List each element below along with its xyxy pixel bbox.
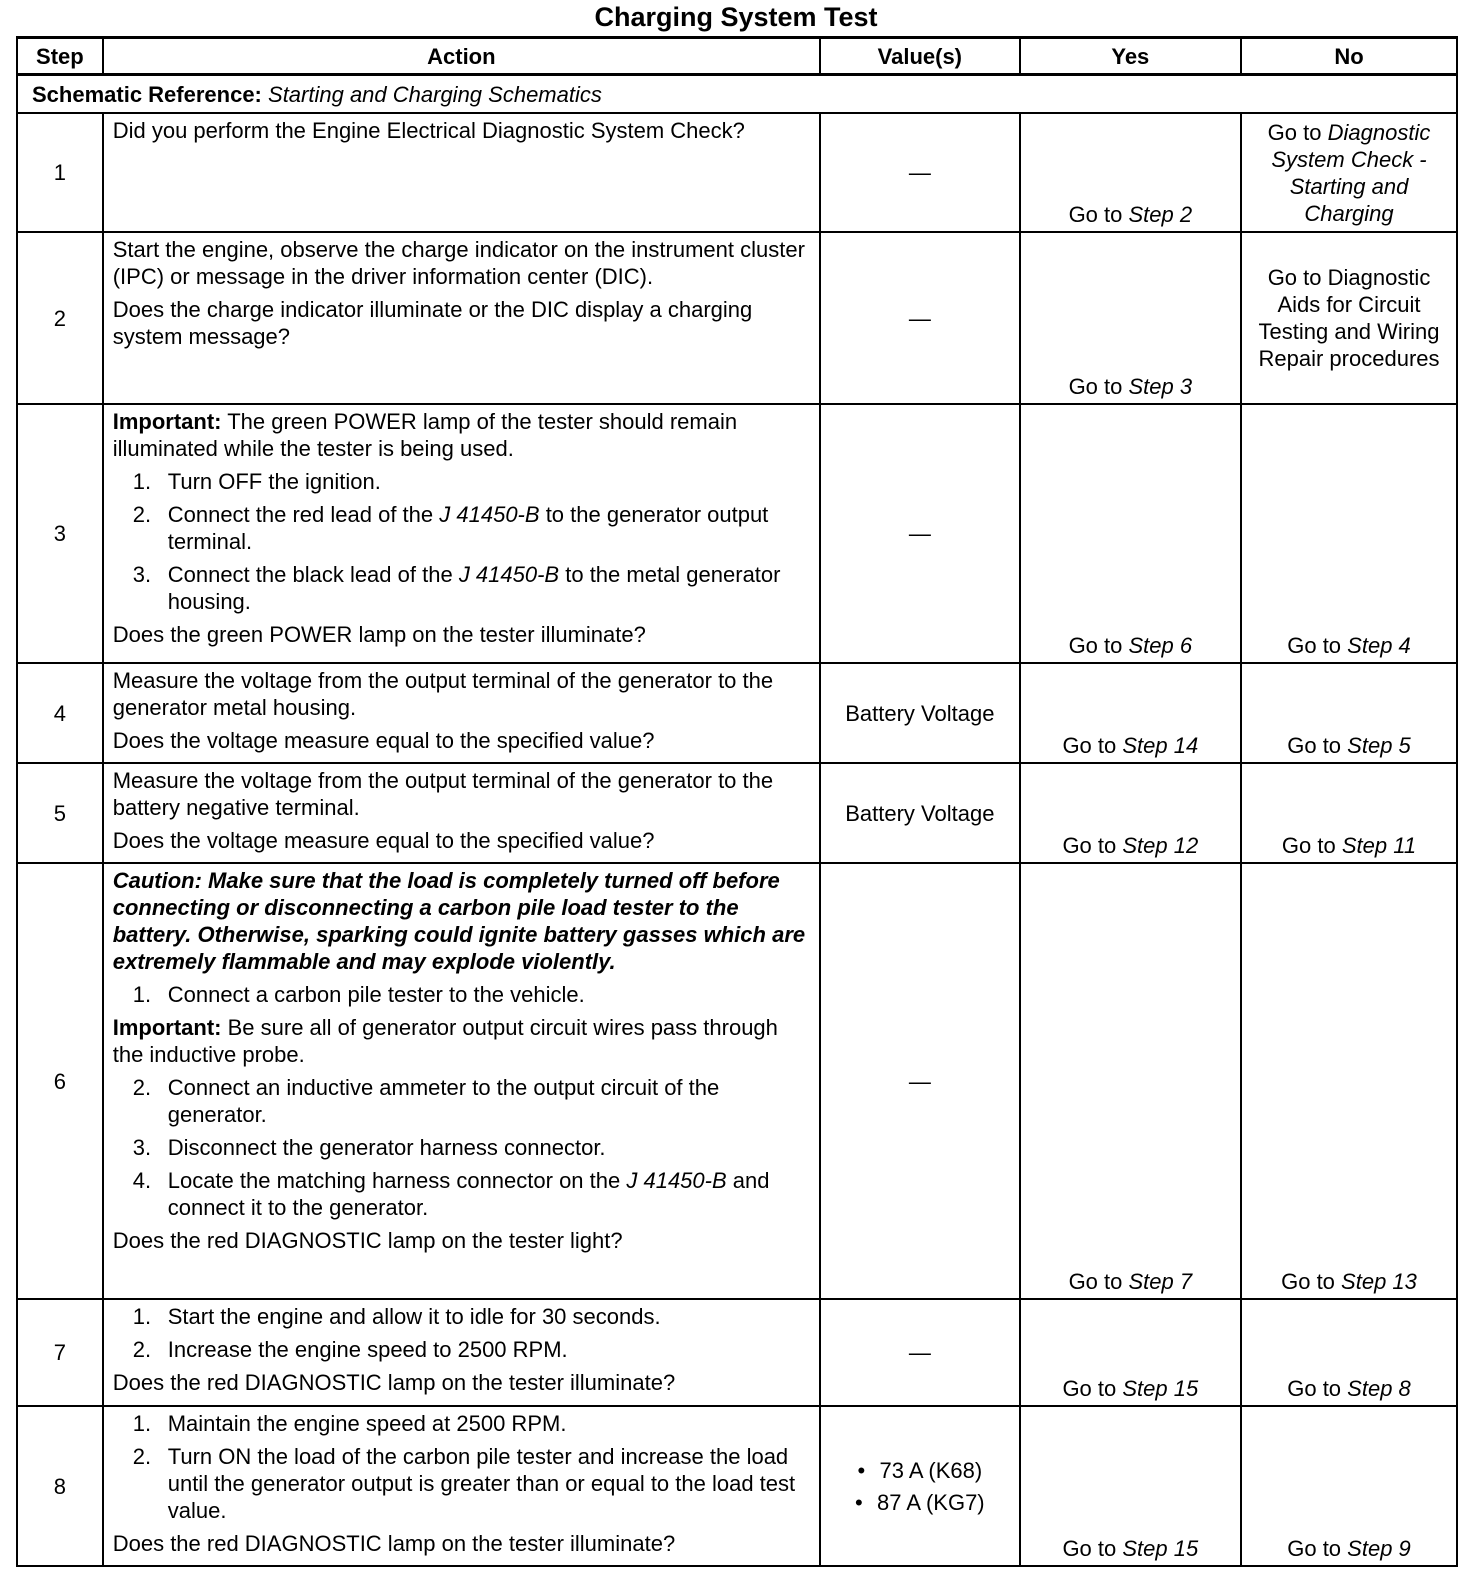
charging-system-test-table [16,36,1458,1567]
header-row [17,38,1457,75]
action-question: Does the voltage measure equal to the specified value? [112,728,655,753]
step-link[interactable]: Step 8 [1347,1376,1411,1401]
table-row [17,113,1457,232]
list-item: 1. Maintain the engine speed at 2500 RPM. [132,1411,567,1436]
value-cell: — [820,404,1020,663]
action-question: Does the charge indicator illuminate or the DIC display a charging system message? [112,297,753,349]
action-question: Does the red DIAGNOSTIC lamp on the tester illuminate? [112,1531,676,1556]
value-list-item: • 73 A (K68) [857,1457,983,1483]
value-cell: — [820,1299,1020,1406]
page-title: Charging System Test [594,2,878,32]
list-item: 1. Turn OFF the ignition. [132,469,381,494]
value-list [855,1452,985,1521]
no-cell: Go to Step 11 [1241,763,1457,863]
no-cell: Go to Step 5 [1241,663,1457,763]
table-row [17,763,1457,863]
action-cell [103,1406,820,1566]
table-row [17,1299,1457,1406]
step-link[interactable]: Step 12 [1122,833,1199,858]
action-question: Does the green POWER lamp on the tester illuminate? [112,622,646,647]
no-cell: Go to Step 13 [1241,863,1457,1299]
value-cell: Battery Voltage [820,763,1020,863]
step-link[interactable]: Step 2 [1128,202,1193,227]
yes-cell: Go to Step 15 [1020,1299,1241,1406]
step-link[interactable]: Step 15 [1122,1536,1199,1561]
step-link[interactable]: Step 14 [1122,733,1199,758]
header-yes: Yes [1020,38,1241,75]
table-row [17,232,1457,404]
value-cell: — [820,863,1020,1299]
tool-ref: J 41450-B [439,502,540,527]
action-cell [103,863,820,1299]
caution-note: Caution: Make sure that the load is completely turned off before connecting or disconnecting a carbon pile load tester to the battery. Otherwise, sparking could ignite battery gasses which are extremely flammable and may explode violently. [112,868,806,974]
action-question: Does the voltage measure equal to the specified value? [112,828,655,853]
no-cell: Go to Step 8 [1241,1299,1457,1406]
no-cell[interactable]: Go to Diagnostic Aids for Circuit Testing and Wiring Repair procedures [1241,232,1457,404]
value-cell: — [820,232,1020,404]
step-number: 8 [17,1406,103,1566]
action-question: Does the red DIAGNOSTIC lamp on the tester light? [112,1228,623,1253]
value-cell [820,1406,1020,1566]
schematic-link[interactable]: Starting and Charging Schematics [268,81,602,107]
header-action: Action [103,38,820,75]
yes-cell: Go to Step 12 [1020,763,1241,863]
yes-cell: Go to Step 6 [1020,404,1241,663]
value-list-item: • 87 A (KG7) [855,1489,985,1515]
list-item: 4. Locate the matching harness connector on the J 41450-B and connect it to the generator. [132,1168,770,1220]
yes-cell: Go to Step 2 [1020,113,1241,232]
table-row [17,1406,1457,1566]
step-link[interactable]: Step 5 [1347,733,1411,758]
step-number: 7 [17,1299,103,1406]
no-cell: Go to Step 9 [1241,1406,1457,1566]
action-cell [103,1299,820,1406]
step-link[interactable]: Step 4 [1347,633,1411,658]
yes-cell: Go to Step 3 [1020,232,1241,404]
step-link[interactable]: Step 7 [1128,1269,1193,1294]
no-cell: Go to Diagnostic System Check - Starting and Charging [1241,113,1457,232]
schematic-reference [17,75,1457,114]
table-row [17,863,1457,1299]
step-link[interactable]: Step 13 [1341,1269,1417,1294]
step-number: 1 [17,113,103,232]
value-cell: — [820,113,1020,232]
action-cell: Measure the voltage from the output terminal of the generator to the generator metal housing. Does the voltage measure equal to the specified value? [103,663,820,763]
action-cell: Start the engine, observe the charge indicator on the instrument cluster (IPC) or message in the driver information center (DIC). Does the charge indicator illuminate or the DIC display a charging system message? [103,232,820,404]
value-cell: Battery Voltage [820,663,1020,763]
important-note: Important: Be sure all of generator output circuit wires pass through the inductive probe. [112,1015,778,1067]
schematic-label: Schematic Reference: [32,81,262,107]
action-text: Did you perform the Engine Electrical Diagnostic System Check? [112,118,745,143]
list-item: 2. Connect an inductive ammeter to the output circuit of the generator. [132,1075,720,1127]
action-cell: Measure the voltage from the output terminal of the generator to the battery negative terminal. Does the voltage measure equal to the specified value? [103,763,820,863]
list-item: 3. Disconnect the generator harness connector. [132,1135,606,1160]
yes-cell: Go to Step 7 [1020,863,1241,1299]
list-item: 1. Connect a carbon pile tester to the vehicle. [132,982,585,1007]
step-link[interactable]: Step 3 [1128,374,1193,399]
yes-cell: Go to Step 15 [1020,1406,1241,1566]
table-row [17,404,1457,663]
step-link[interactable]: Step 9 [1347,1536,1411,1561]
bullet-icon: • [857,1457,866,1483]
diagnostic-system-check-link[interactable]: Diagnostic System Check - Starting and Charging [1271,119,1431,226]
no-cell: Go to Step 4 [1241,404,1457,663]
list-item: 2. Connect the red lead of the J 41450-B to the generator output terminal. [132,502,769,554]
schematic-reference-row [17,75,1457,114]
table-row [17,663,1457,763]
list-item: 2. Increase the engine speed to 2500 RPM. [132,1337,568,1362]
step-link[interactable]: Step 15 [1122,1376,1199,1401]
list-item: 3. Connect the black lead of the J 41450-B to the metal generator housing. [132,562,781,614]
action-question: Does the red DIAGNOSTIC lamp on the tester illuminate? [112,1370,676,1395]
step-number: 3 [17,404,103,663]
header-values: Value(s) [820,38,1020,75]
step-link[interactable]: Step 6 [1128,633,1193,658]
action-cell [103,404,820,663]
important-note: Important: The green POWER lamp of the tester should remain illuminated while the tester is being used. [112,409,738,461]
step-number: 5 [17,763,103,863]
step-link[interactable]: Step 11 [1341,833,1417,858]
header-no: No [1241,38,1457,75]
header-step: Step [17,38,103,75]
yes-cell: Go to Step 14 [1020,663,1241,763]
bullet-icon: • [855,1489,863,1515]
tool-ref: J 41450-B [626,1168,727,1193]
list-item: 1. Start the engine and allow it to idle for 30 seconds. [132,1304,661,1329]
tool-ref: J 41450-B [458,562,560,587]
step-number: 2 [17,232,103,404]
list-item: 2. Turn ON the load of the carbon pile tester and increase the load until the generator output is greater than or equal to the load test value. [132,1444,796,1523]
step-number: 6 [17,863,103,1299]
step-number: 4 [17,663,103,763]
action-cell [103,113,820,232]
